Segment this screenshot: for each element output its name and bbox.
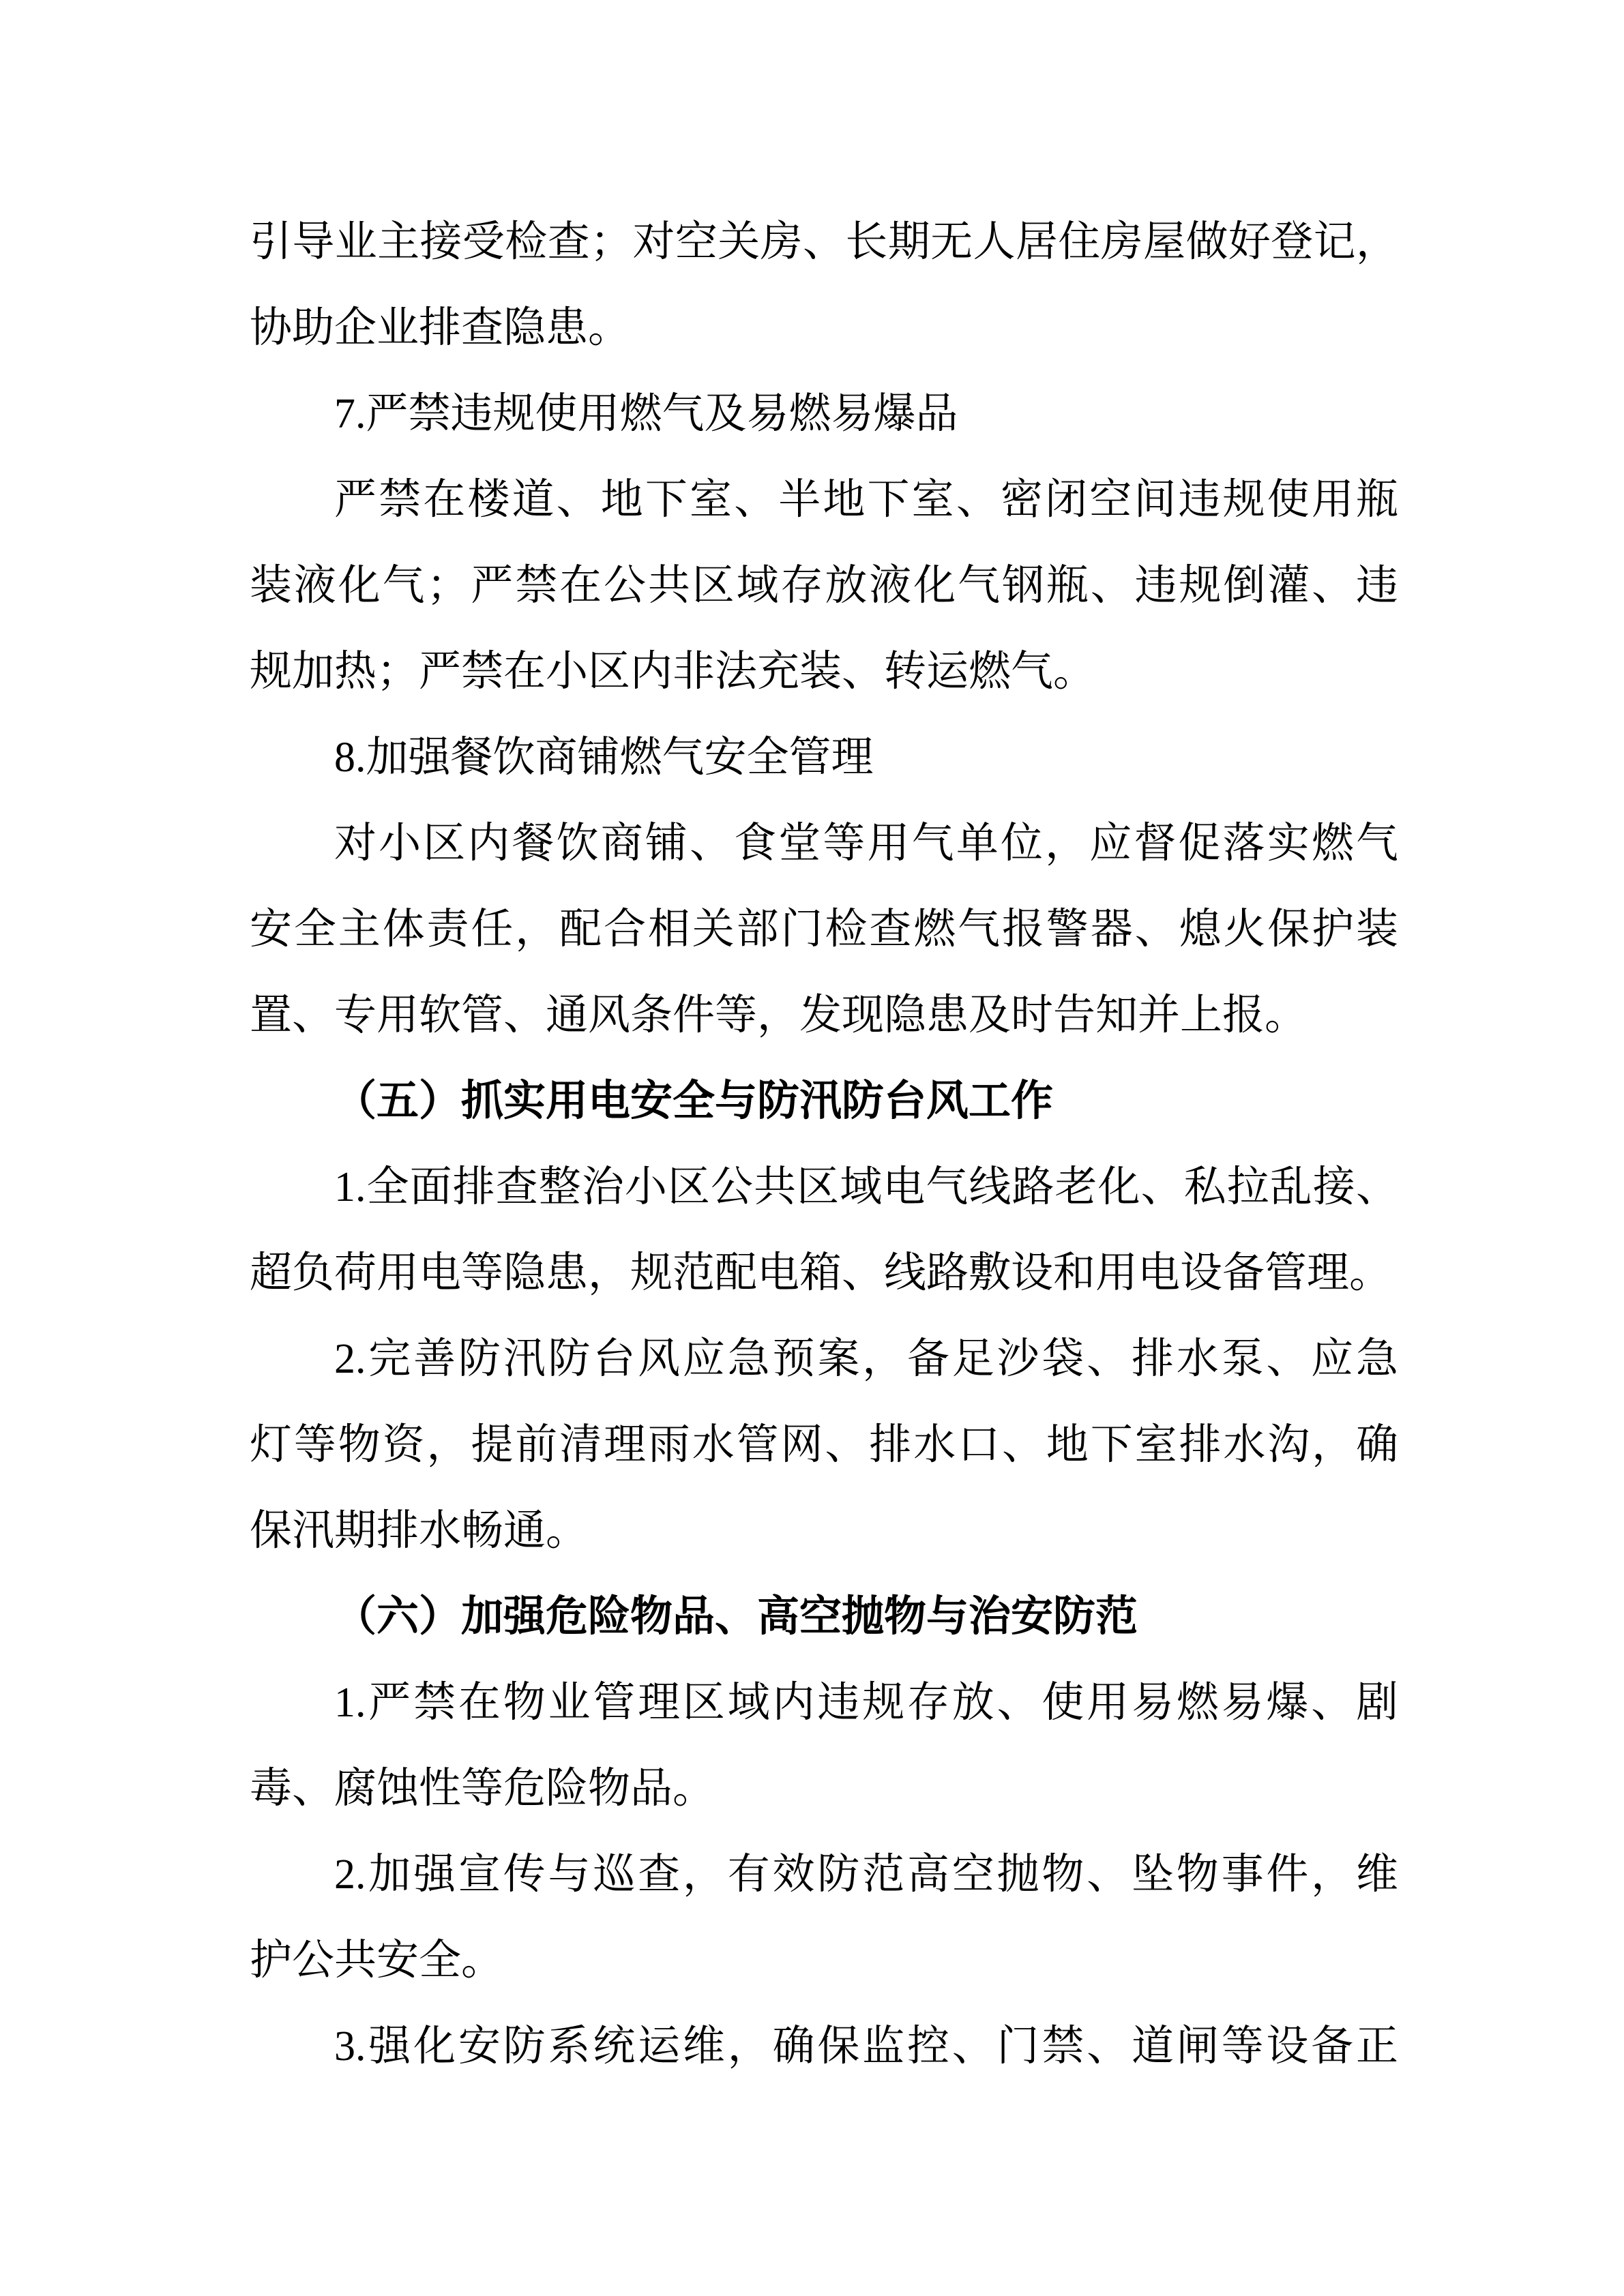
document-body [250, 199, 1398, 2089]
text-line: 严禁在楼道、地下室、半地下室、密闭空间违规使用瓶 [334, 477, 1398, 523]
text-line: 保汛期排水畅通。 [250, 1508, 589, 1554]
text-line: 2.完善防汛防台风应急预案，备足沙袋、排水泵、应急 [334, 1336, 1398, 1382]
text-line: 对小区内餐饮商铺、食堂等用气单位，应督促落实燃气 [334, 820, 1398, 867]
text-line: 护公共安全。 [250, 1937, 504, 1984]
text-line: 安全主体责任，配合相关部门检查燃气报警器、熄火保护装 [250, 906, 1398, 953]
text-line: 7.严禁违规使用燃气及易燃易爆品 [334, 391, 958, 437]
text-line: 超负荷用电等隐患，规范配电箱、线路敷设和用电设备管理。 [250, 1250, 1392, 1296]
text-line: 1.全面排查整治小区公共区域电气线路老化、私拉乱接、 [334, 1164, 1398, 1210]
text-line: 置、专用软管、通风条件等，发现隐患及时告知并上报。 [250, 992, 1308, 1039]
section-heading: （六）加强危险物品、高空抛物与治安防范 [334, 1593, 1138, 1640]
text-line: 毒、腐蚀性等危险物品。 [250, 1765, 715, 1812]
section-heading: （五）抓实用电安全与防汛防台风工作 [334, 1077, 1054, 1124]
text-line: 2.加强宣传与巡查，有效防范高空抛物、坠物事件，维 [334, 1851, 1398, 1898]
text-line: 装液化气；严禁在公共区域存放液化气钢瓶、违规倒灌、违 [250, 563, 1398, 609]
text-line: 灯等物资，提前清理雨水管网、排水口、地下室排水沟，确 [250, 1422, 1398, 1468]
text-line: 协助企业排查隐患。 [250, 305, 631, 351]
text-line: 3.强化安防系统运维，确保监控、门禁、道闸等设备正 [334, 2023, 1398, 2070]
text-line: 规加热；严禁在小区内非法充装、转运燃气。 [250, 648, 1096, 695]
text-line: 1.严禁在物业管理区域内违规存放、使用易燃易爆、剧 [334, 1680, 1398, 1726]
text-line: 引导业主接受检查；对空关房、长期无人居住房屋做好登记， [250, 219, 1398, 265]
text-line: 8.加强餐饮商铺燃气安全管理 [334, 734, 874, 781]
